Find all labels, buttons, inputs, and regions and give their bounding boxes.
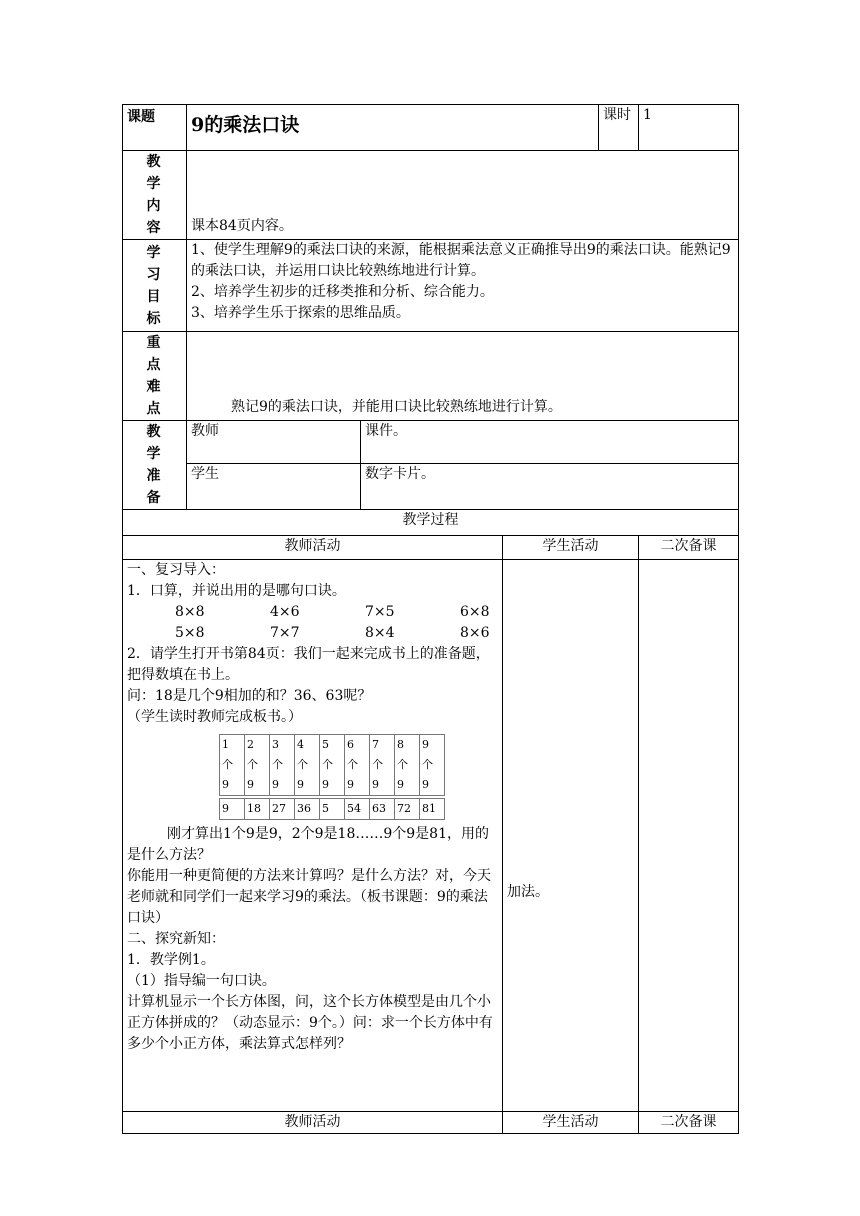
process-title: 教学过程	[123, 510, 739, 536]
book-prep-line: 2．请学生打开书第84页：我们一起来完成书上的准备题，把得数填在书上。	[127, 646, 490, 683]
board-cell: 5 个 9	[320, 735, 345, 796]
prep-teacher-item: 课件。	[361, 421, 739, 464]
lesson-plan-table	[122, 104, 739, 1134]
goal-2: 2、培养学生初步的迁移类推和分析、综合能力。	[191, 284, 494, 300]
board-cell: 2 个 9	[245, 735, 270, 796]
board-cell: 6 个 9	[345, 735, 370, 796]
cuboid-line: 计算机显示一个长方体图，问，这个长方体模型是由几个小正方体拼成的？（动态显示：9个。）问：求一个长方体中有多少个小正方体，乘法算式怎样列？	[127, 994, 493, 1052]
board-sum: 72	[395, 799, 420, 820]
period-value: 1	[639, 105, 739, 151]
keypoints-text: 熟记9的乘法口诀，并能用口诀比较熟练地进行计算。	[187, 332, 739, 421]
question-line: 问：18是几个9相加的和？36、63呢？	[127, 688, 372, 704]
teacher-activity-cell	[123, 560, 503, 1112]
goals-label: 学 习 目 标	[123, 240, 187, 332]
review-heading: 一、复习导入：	[127, 562, 225, 578]
col-notes-footer: 二次备课	[639, 1112, 739, 1134]
board-cell: 1 个 9	[220, 735, 245, 796]
topic-title: 9的乘法口诀	[187, 105, 599, 151]
board-sum: 36	[295, 799, 320, 820]
col-teacher-activity: 教师活动	[123, 536, 503, 560]
keypoints-label: 重 点 难 点	[123, 332, 187, 421]
board-sum: 27	[270, 799, 295, 820]
prep-label: 教 学 准 备	[123, 421, 187, 510]
board-sum: 63	[370, 799, 395, 820]
col-student-activity-footer: 学生活动	[503, 1112, 639, 1134]
nines-board-table	[219, 734, 445, 820]
board-note-line: （学生读时教师完成板书。）	[127, 709, 302, 725]
board-sum: 18	[245, 799, 270, 820]
board-cell: 7 个 9	[370, 735, 395, 796]
board-sum: 81	[420, 799, 445, 820]
board-sum: 54	[345, 799, 370, 820]
student-answer: 加法。	[507, 884, 549, 900]
simpler-method-line: 你能用一种更简便的方法来计算吗？是什么方法？对，今天老师就和同学们一起来学习9的乘法。（板书课题：9的乘法口诀）	[127, 868, 491, 926]
oral-calc-line: 1．口算，并说出用的是哪句口诀。	[127, 583, 346, 599]
content-text: 课本84页内容。	[187, 151, 739, 240]
explore-heading: 二、探究新知：	[127, 931, 225, 947]
calc-grid: 8×8 4×6 7×5 6×8 5×8 7×7 8×4 8×6	[175, 604, 490, 641]
col-notes: 二次备课	[639, 536, 739, 560]
goal-1: 1、使学生理解9的乘法口诀的来源，能根据乘法意义正确推导出9的乘法口诀。能熟记9的乘法口诀，并运用口诀比较熟练地进行计算。	[191, 242, 731, 279]
topic-label: 课题	[123, 105, 187, 151]
board-cell: 8 个 9	[395, 735, 420, 796]
col-student-activity: 学生活动	[503, 536, 639, 560]
prep-teacher: 教师	[187, 421, 361, 464]
notes-cell	[639, 560, 739, 1112]
board-sum: 5	[320, 799, 345, 820]
board-sum: 9	[220, 799, 245, 820]
prep-student-item: 数字卡片。	[361, 463, 739, 509]
board-cell: 3 个 9	[270, 735, 295, 796]
board-cell: 9 个 9	[420, 735, 445, 796]
col-teacher-activity-footer: 教师活动	[123, 1112, 503, 1134]
method-question: 刚才算出1个9是9，2个9是18……9个9是81，用的是什么方法？	[127, 826, 489, 863]
guide-line: （1）指导编一句口诀。	[127, 973, 276, 989]
board-cell: 4 个 9	[295, 735, 320, 796]
content-label: 教 学 内 容	[123, 151, 187, 240]
goal-3: 3、培养学生乐于探索的思维品质。	[191, 305, 410, 321]
prep-student: 学生	[187, 463, 361, 509]
example-line: 1．教学例1。	[127, 952, 215, 968]
goals-text	[187, 240, 739, 332]
period-label: 课时	[599, 105, 639, 151]
